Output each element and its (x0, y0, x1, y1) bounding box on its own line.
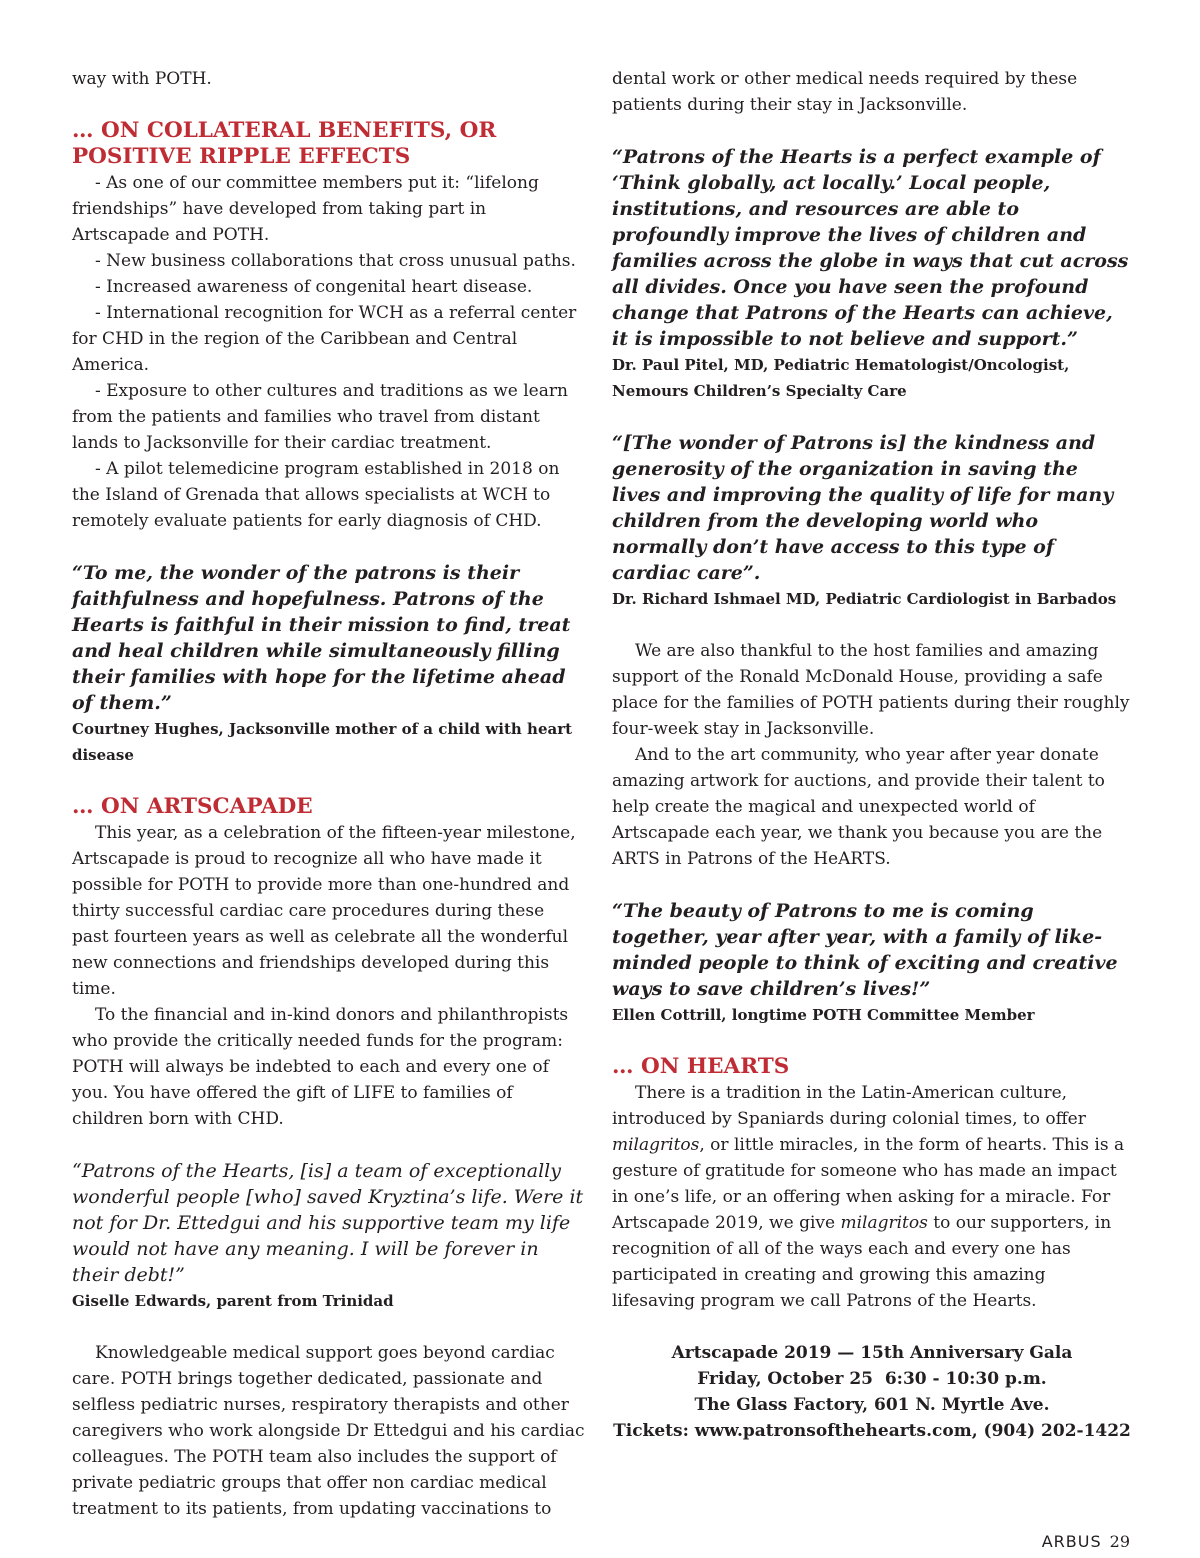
page-footer (1042, 1532, 1130, 1551)
thanks-paragraph: We are also thankful to the host families and amazing support of the Ronald McDonald House, providing a safe place for the families of POTH patients during their roughly four-week stay in Jacksonville. (612, 641, 1130, 739)
quote-richard-ishmael: “[The wonder of Patrons is] the kindness and generosity of the organization in saving the lives and improving the quality of life for many children from the developing world who normally don’t have access to this type of cardiac care”. (612, 432, 1114, 584)
hearts-paragraph: There is a tradition in the Latin-American culture, introduced by Spaniards during colonial times, to offer milagritos, or little miracles, in the form of hearts. This is a gesture of gratitude for someone who has made an impact in one’s life, or an offering when asking for a miracle. For Artscapade 2019, we give milagritos to our supporters, in recognition of all of the ways each and every one has participated in creating and growing this amazing lifesaving program we call Patrons of the Hearts. (612, 1083, 1125, 1311)
quote-courtney-hughes: “To me, the wonder of the patrons is their faithfulness and hopefulness. Patrons of the Hearts is faithful in their mission to find, treat and heal children while simultaneously filling their families with hope for the lifetime ahead of them.” (72, 562, 571, 714)
quote-attribution: Dr. Richard Ishmael MD, Pediatric Cardiologist in Barbados (612, 590, 1117, 608)
continued-text: dental work or other medical needs required by these patients during their stay in Jacksonville. (612, 69, 1078, 115)
quote-paul-pitel: “Patrons of the Hearts is a perfect example of ‘Think globally, act locally.’ Local people, institutions, and resources are able to profoundly improve the lives of children and families across the globe in ways that cut across all divides. Once you have seen the profound change that Patrons of the Hearts can achieve, it is impossible to not believe and support.” (612, 146, 1129, 350)
quote-ellen-cottrill: “The beauty of Patrons to me is coming together, year after year, with a family of like-minded people to think of exciting and creative ways to save children’s lives!” (612, 900, 1118, 1000)
collateral-item: - New business collaborations that cross unusual paths. (95, 251, 576, 271)
event-date: Friday, October 25 6:30 - 10:30 p.m. (697, 1369, 1047, 1389)
left-column (72, 66, 586, 1522)
event-venue: The Glass Factory, 601 N. Myrtle Ave. (694, 1395, 1050, 1415)
collateral-item: - International recognition for WCH as a referral center for CHD in the region of the Caribbean and Central America. (72, 303, 577, 375)
quote-attribution: Courtney Hughes, Jacksonville mother of a child with heart disease (72, 720, 573, 764)
right-column (612, 66, 1132, 1444)
collateral-item: - Increased awareness of congenital heart disease. (95, 277, 533, 297)
collateral-heading: … ON COLLATERAL BENEFITS, OR POSITIVE RIPPLE EFFECTS (72, 118, 497, 169)
quote-giselle-edwards: “Patrons of the Hearts, [is] a team of exceptionally wonderful people [who] saved Kryztina’s life. Were it not for Dr. Ettedgui and his supportive team my life would not have any meaning. I will be forever in their debt!” (72, 1160, 584, 1286)
quote-attribution: Dr. Paul Pitel, MD, Pediatric Hematologist/Oncologist, (612, 356, 1070, 374)
hearts-heading: … ON HEARTS (612, 1054, 790, 1079)
event-details (612, 1340, 1132, 1444)
artscapade-paragraph: To the financial and in-kind donors and philanthropists who provide the critically needed funds for the program: POTH will always be indebted to each and every one of you. You have offered the gift of LIFE to families of children born with CHD. (72, 1005, 569, 1129)
thanks-paragraph: And to the art community, who year after year donate amazing artwork for auctions, and provide their talent to help create the magical and unexpected world of Artscapade each year, we thank you because you are the ARTS in Patrons of the HeARTS. (612, 745, 1105, 869)
intro-text: way with POTH. (72, 69, 212, 89)
event-tickets: Tickets: www.patronsofthehearts.com, (904) 202-1422 (613, 1421, 1131, 1441)
collateral-item: - Exposure to other cultures and traditions as we learn from the patients and families who travel from distant lands to Jacksonville for their cardiac treatment. (72, 381, 568, 453)
event-title: Artscapade 2019 — 15th Anniversary Gala (671, 1343, 1073, 1363)
quote-attribution: Giselle Edwards, parent from Trinidad (72, 1292, 394, 1310)
artscapade-heading: … ON ARTSCAPADE (72, 794, 313, 819)
artscapade-paragraph: This year, as a celebration of the fifteen-year milestone, Artscapade is proud to recognize all who have made it possible for POTH to provide more than one-hundred and thirty successful cardiac care procedures during these past fourteen years as well as celebrate all the wonderful new connections and friendships developed during this time. (72, 823, 576, 999)
quote-attribution: Ellen Cottrill, longtime POTH Committee Member (612, 1006, 1035, 1024)
collateral-item: - A pilot telemedicine program established in 2018 on the Island of Grenada that allows specialists at WCH to remotely evaluate patients for early diagnosis of CHD. (72, 459, 560, 531)
page-number: 29 (1109, 1532, 1130, 1551)
quote-attribution: Nemours Children’s Specialty Care (612, 382, 907, 400)
medical-support-paragraph: Knowledgeable medical support goes beyond cardiac care. POTH brings together dedicated, passionate and selfless pediatric nurses, respiratory therapists and other caregivers who work alongside Dr Ettedgui and his cardiac colleagues. The POTH team also includes the support of private pediatric groups that offer non cardiac medical treatment to its patients, from updating vaccinations to (72, 1343, 585, 1519)
publication-name: ARBUS (1041, 1532, 1102, 1551)
collateral-item: - As one of our committee members put it: “lifelong friendships” have developed from taking part in Artscapade and POTH. (72, 173, 539, 245)
